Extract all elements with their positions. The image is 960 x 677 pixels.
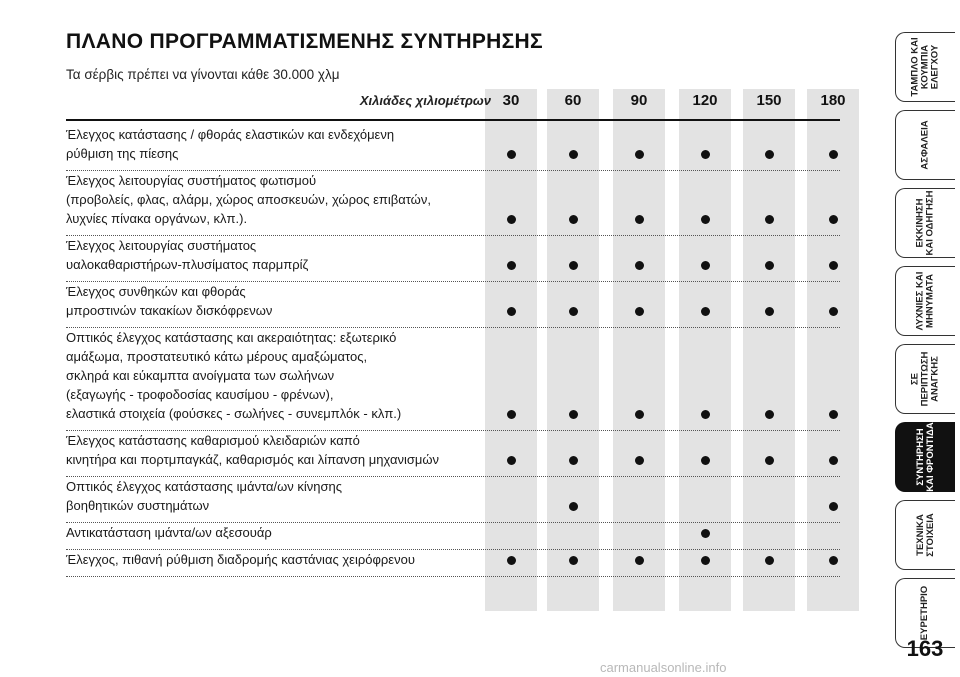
interval-mark-dot	[569, 261, 578, 270]
column-header-120: 120	[692, 92, 718, 109]
interval-mark-dot	[765, 410, 774, 419]
chapter-tab-label: ΕΥΡΕΤΗΡΙΟ	[919, 585, 931, 641]
table-row	[66, 125, 840, 171]
chapter-tab[interactable]	[895, 344, 955, 414]
row-description-line: Οπτικός έλεγχος κατάστασης και ακεραιότητας: εξωτερικό	[66, 330, 397, 345]
column-header-60: 60	[564, 92, 582, 109]
column-header-30: 30	[502, 92, 520, 109]
interval-mark-dot	[507, 556, 516, 565]
interval-mark-dot	[829, 456, 838, 465]
interval-mark-dot	[569, 556, 578, 565]
table-row	[66, 550, 840, 577]
interval-mark-dot	[635, 307, 644, 316]
interval-mark-dot	[701, 307, 710, 316]
interval-mark-dot	[635, 215, 644, 224]
row-description-line: κινητήρα και πορτμπαγκάζ, καθαρισμός και λίπανση μηχανισμών	[66, 452, 440, 467]
chapter-tab[interactable]	[895, 110, 955, 180]
row-description-line: ρύθμιση της πίεσης	[66, 146, 179, 161]
row-description-line: λυχνίες πίνακα οργάνων, κλπ.).	[66, 211, 248, 226]
table-row	[66, 282, 840, 328]
chapter-tab[interactable]	[895, 266, 955, 336]
table-row	[66, 477, 840, 523]
chapter-tab-label: ΤΕΧΝΙΚΑ ΣΤΟΙΧΕΙΑ	[914, 513, 936, 557]
interval-mark-dot	[765, 150, 774, 159]
interval-mark-dot	[701, 529, 710, 538]
interval-mark-dot	[765, 261, 774, 270]
chapter-tab-label: ΛΥΧΝΙΕΣ ΚΑΙ ΜΗΝΥΜΑΤΑ	[914, 271, 936, 331]
interval-mark-dot	[635, 556, 644, 565]
chapter-tab[interactable]	[895, 422, 955, 492]
interval-mark-dot	[569, 456, 578, 465]
row-description	[66, 328, 486, 423]
chapter-tab[interactable]	[895, 188, 955, 258]
interval-mark-dot	[701, 410, 710, 419]
interval-mark-dot	[829, 410, 838, 419]
table-row	[66, 523, 840, 550]
row-description	[66, 431, 486, 469]
chapter-tab[interactable]	[895, 32, 955, 102]
interval-mark-dot	[507, 456, 516, 465]
row-description	[66, 282, 486, 320]
column-header-90: 90	[630, 92, 648, 109]
interval-mark-dot	[765, 556, 774, 565]
interval-mark-dot	[635, 410, 644, 419]
row-description-line: Αντικατάσταση ιμάντα/ων αξεσουάρ	[66, 525, 272, 540]
chapter-tab[interactable]	[895, 500, 955, 570]
interval-mark-dot	[701, 556, 710, 565]
chapter-tab-label: ΑΣΦΑΛΕΙΑ	[919, 120, 931, 170]
interval-mark-dot	[569, 502, 578, 511]
interval-mark-dot	[569, 410, 578, 419]
chapter-tab-label: ΣΕ ΠΕΡΙΠΤΩΣΗ ΑΝΑΓΚΗΣ	[909, 351, 941, 407]
interval-mark-dot	[701, 261, 710, 270]
row-description	[66, 125, 486, 163]
row-description-line: υαλοκαθαριστήρων-πλυσίματος παρμπρίζ	[66, 257, 309, 272]
interval-mark-dot	[569, 215, 578, 224]
chapter-tab-label: ΣΥΝΤΗΡΗΣΗ ΚΑΙ ΦΡΟΝΤΙΔΑ	[914, 422, 936, 492]
interval-mark-dot	[635, 456, 644, 465]
interval-mark-dot	[829, 261, 838, 270]
interval-mark-dot	[569, 307, 578, 316]
watermark-text: carmanualsonline.info	[600, 660, 727, 675]
row-description	[66, 236, 486, 274]
interval-mark-dot	[829, 150, 838, 159]
interval-mark-dot	[569, 150, 578, 159]
row-description-line: Έλεγχος κατάστασης / φθοράς ελαστικών και ενδεχόμενη	[66, 127, 395, 142]
row-description-line: Έλεγχος λειτουργίας συστήματος φωτισμού	[66, 173, 317, 188]
interval-mark-dot	[765, 215, 774, 224]
column-header-180: 180	[820, 92, 846, 109]
row-description	[66, 550, 486, 569]
interval-mark-dot	[635, 261, 644, 270]
row-description-line: σκληρά και εύκαμπτα ανοίγματα των σωλήνων	[66, 368, 335, 383]
chapter-tab-label: ΕΚΚΙΝΗΣΗ ΚΑΙ ΟΔΗΓΗΣΗ	[914, 190, 936, 256]
row-description-line: Οπτικός έλεγχος κατάστασης ιμάντα/ων κίνησης	[66, 479, 343, 494]
interval-mark-dot	[701, 456, 710, 465]
km-header-label: Χιλιάδες χιλιομέτρων	[359, 93, 491, 108]
interval-mark-dot	[507, 410, 516, 419]
page-subtitle: Τα σέρβις πρέπει να γίνονται κάθε 30.000 χλμ	[66, 67, 340, 82]
interval-mark-dot	[507, 307, 516, 316]
interval-mark-dot	[765, 456, 774, 465]
interval-mark-dot	[701, 150, 710, 159]
row-description-line: Έλεγχος συνθηκών και φθοράς	[66, 284, 246, 299]
table-row	[66, 328, 840, 431]
interval-mark-dot	[829, 556, 838, 565]
table-row	[66, 236, 840, 282]
interval-mark-dot	[765, 307, 774, 316]
column-header-150: 150	[756, 92, 782, 109]
interval-mark-dot	[829, 215, 838, 224]
row-description-line: Έλεγχος, πιθανή ρύθμιση διαδρομής καστάνιας χειρόφρενου	[66, 552, 415, 567]
row-description	[66, 171, 486, 228]
row-description-line: μπροστινών τακακίων δισκόφρενων	[66, 303, 273, 318]
interval-mark-dot	[829, 307, 838, 316]
page-number: 163	[906, 636, 944, 661]
interval-mark-dot	[507, 261, 516, 270]
table-row	[66, 431, 840, 477]
row-description	[66, 523, 486, 542]
row-description-line: (εξαγωγής - τροφοδοσίας καυσίμου - φρένων),	[66, 387, 334, 402]
interval-mark-dot	[701, 215, 710, 224]
table-row	[66, 171, 840, 236]
interval-mark-dot	[507, 150, 516, 159]
row-description	[66, 477, 486, 515]
chapter-tab-label: ΤΑΜΠΛΟ ΚΑΙ ΚΟΥΜΠΙΑ ΕΛΕΓΧΟΥ	[909, 37, 941, 97]
interval-mark-dot	[829, 502, 838, 511]
page-title: ΠΛΑΝΟ ΠΡΟΓΡΑΜΜΑΤΙΣΜΕΝΗΣ ΣΥΝΤΗΡΗΣΗΣ	[66, 30, 543, 53]
interval-mark-dot	[507, 215, 516, 224]
header-rule	[66, 119, 840, 121]
row-description-line: ελαστικά στοιχεία (φούσκες - σωλήνες - συνεμπλόκ - κλπ.)	[66, 406, 402, 421]
interval-mark-dot	[635, 150, 644, 159]
row-divider	[66, 576, 840, 577]
row-description-line: βοηθητικών συστημάτων	[66, 498, 210, 513]
row-description-line: αμάξωμα, προστατευτικό κάτω μέρους αμαξώματος,	[66, 349, 368, 364]
row-description-line: Έλεγχος λειτουργίας συστήματος	[66, 238, 257, 253]
row-description-line: Έλεγχος κατάστασης καθαρισμού κλειδαριών καπό	[66, 433, 360, 448]
row-description-line: (προβολείς, φλας, αλάρμ, χώρος αποσκευών, χώρος επιβατών,	[66, 192, 431, 207]
